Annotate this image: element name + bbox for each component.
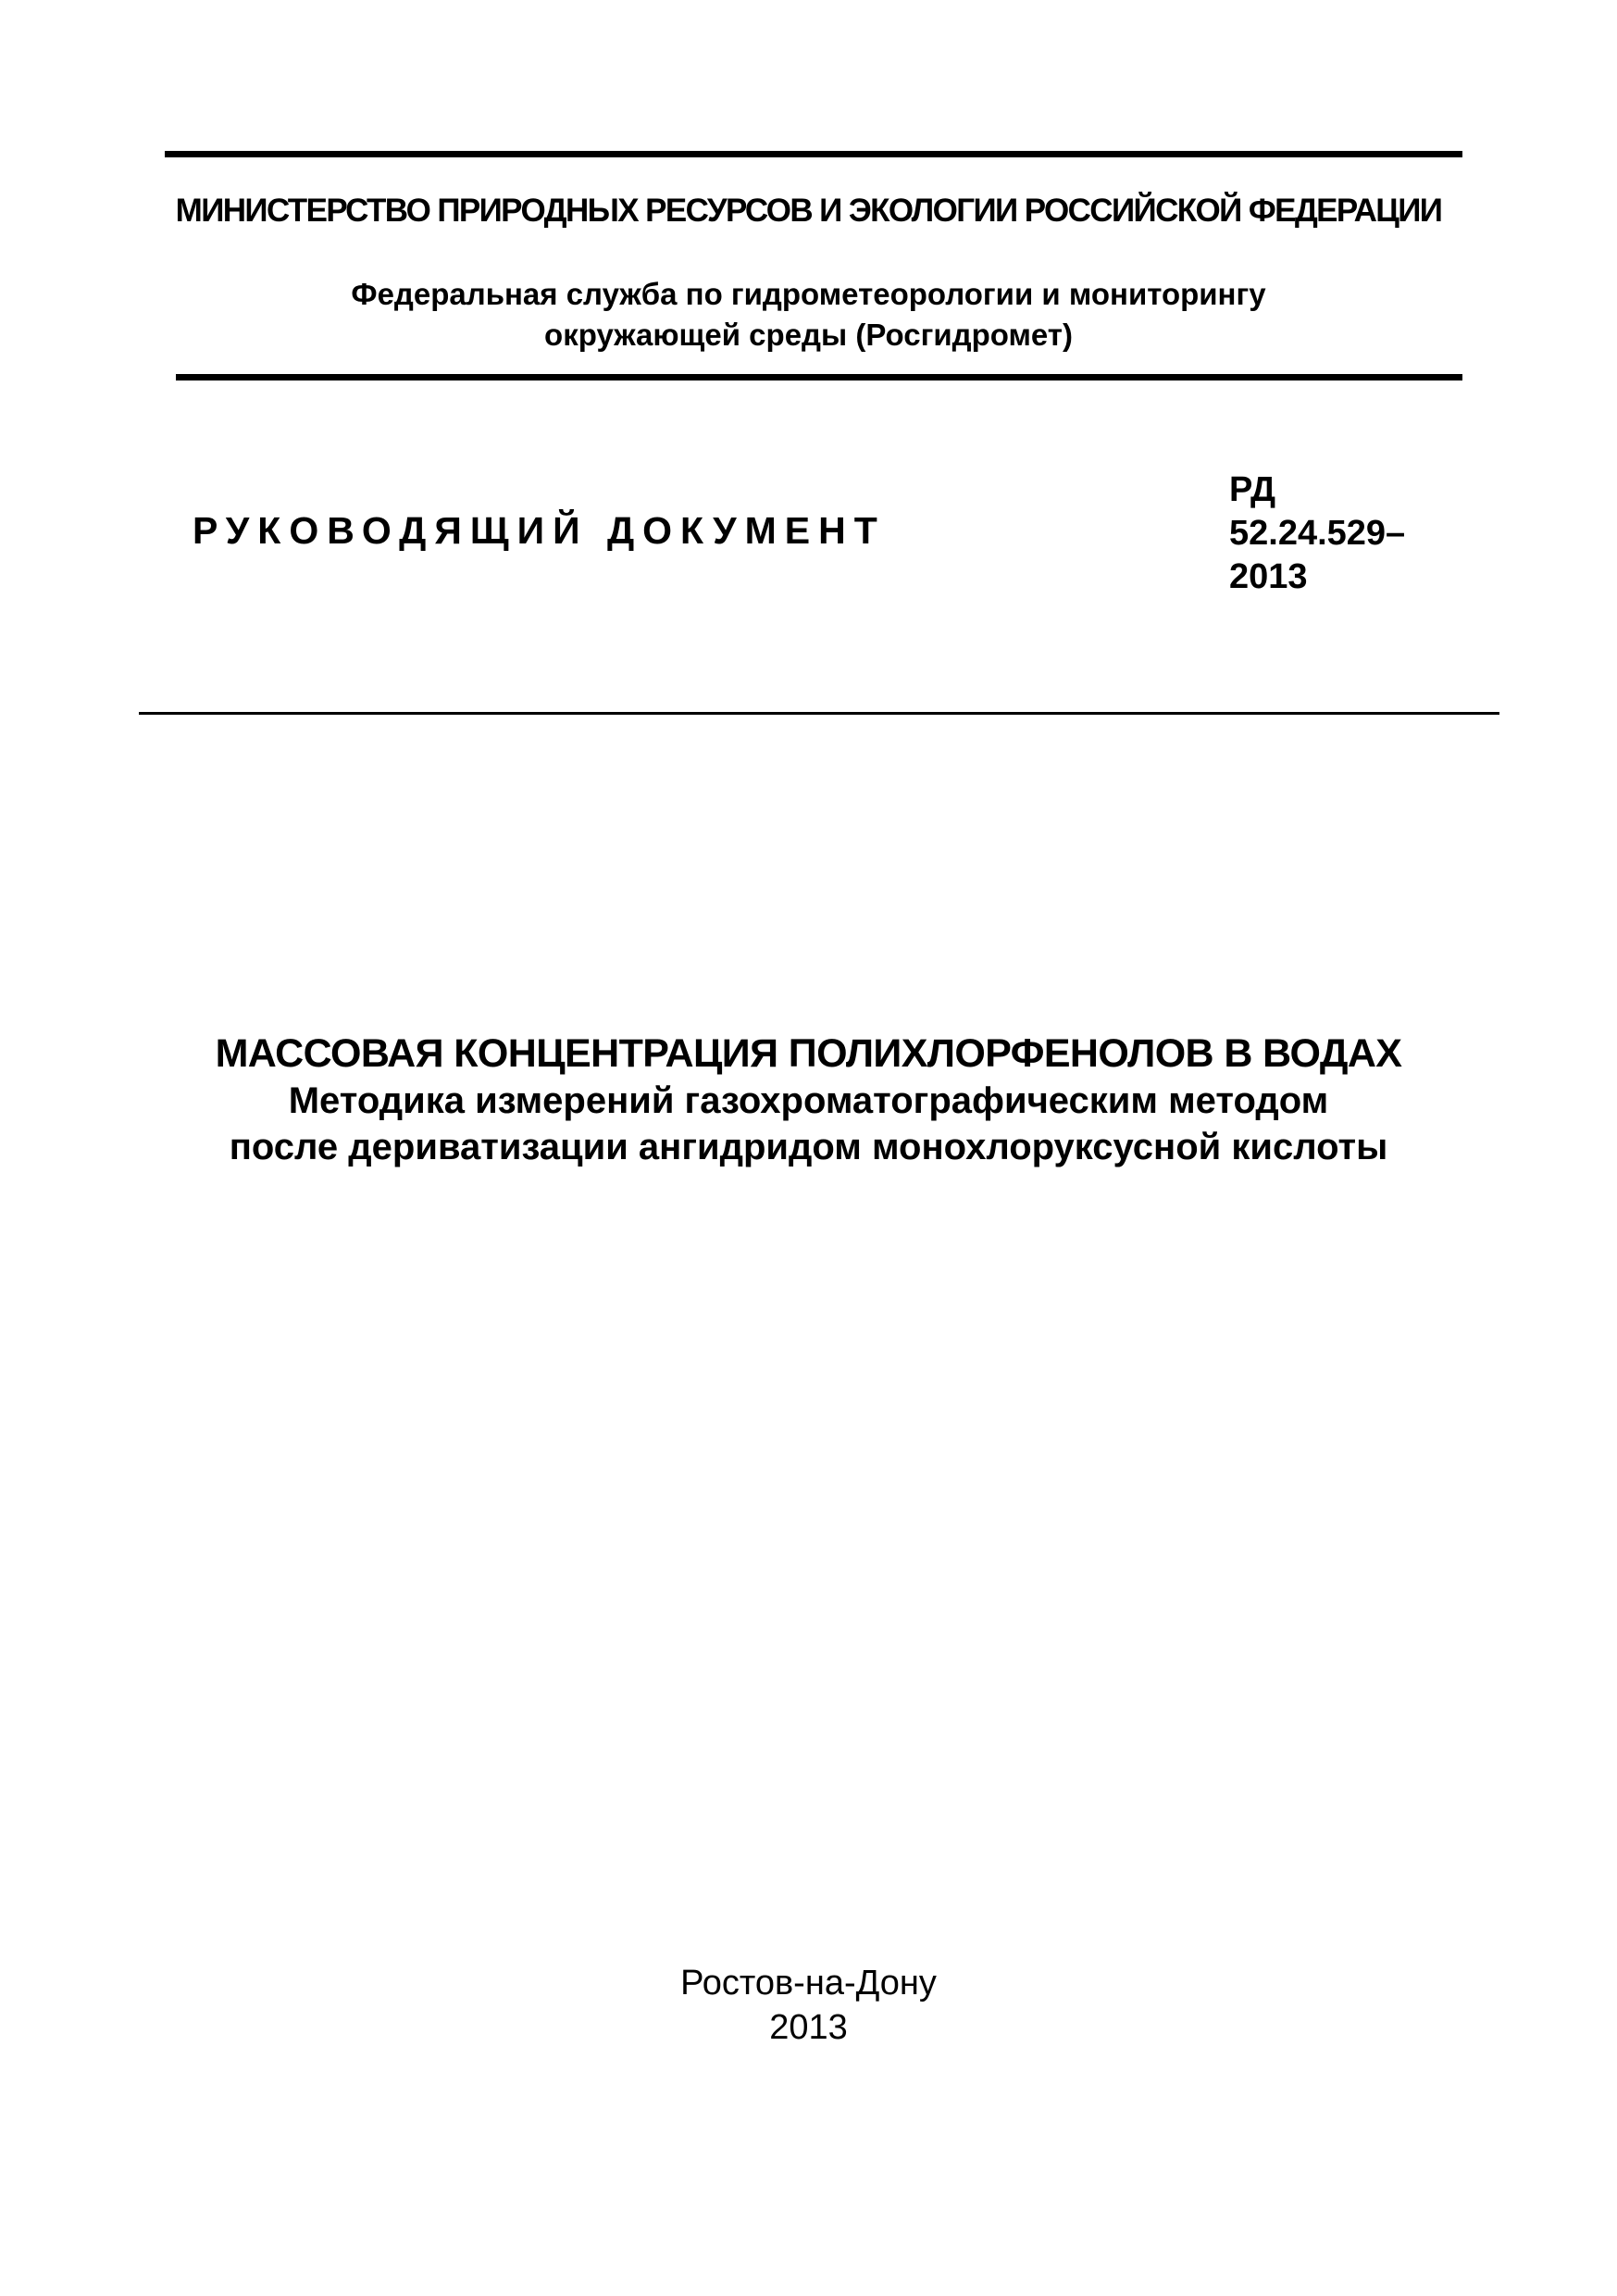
section-divider (139, 712, 1499, 715)
document-code (1229, 468, 1405, 599)
document-type: РУКОВОДЯЩИЙ ДОКУМЕНТ (193, 509, 886, 552)
document-code-year: 2013 (1229, 557, 1308, 596)
imprint-city: Ростов-на-Дону (680, 1964, 937, 2003)
imprint (0, 1961, 1617, 2050)
title-subtitle-line-1: Методика измерений газохроматографическим методом (288, 1080, 1329, 1121)
service-name-line-2: окружающей среды (Росгидромет) (544, 318, 1073, 352)
document-code-prefix: РД (1229, 470, 1276, 509)
document-code-number: 52.24.529– (1229, 514, 1406, 553)
top-rule (165, 151, 1462, 157)
ministry-name: МИНИСТЕРСТВО ПРИРОДНЫХ РЕСУРСОВ И ЭКОЛОГИИ РОССИЙСКОЙ ФЕДЕРАЦИИ (175, 193, 1442, 229)
service-name (0, 274, 1617, 356)
title-subtitle-line-2: после дериватизации ангидридом монохлоруксусной кислоты (229, 1127, 1388, 1167)
header-bottom-rule (176, 374, 1462, 381)
imprint-year: 2013 (769, 2008, 848, 2047)
document-title (0, 1029, 1617, 1170)
service-name-line-1: Федеральная служба по гидрометеорологии и мониторингу (351, 277, 1266, 311)
title-main: МАССОВАЯ КОНЦЕНТРАЦИЯ ПОЛИХЛОРФЕНОЛОВ В ВОДАХ (215, 1031, 1402, 1076)
